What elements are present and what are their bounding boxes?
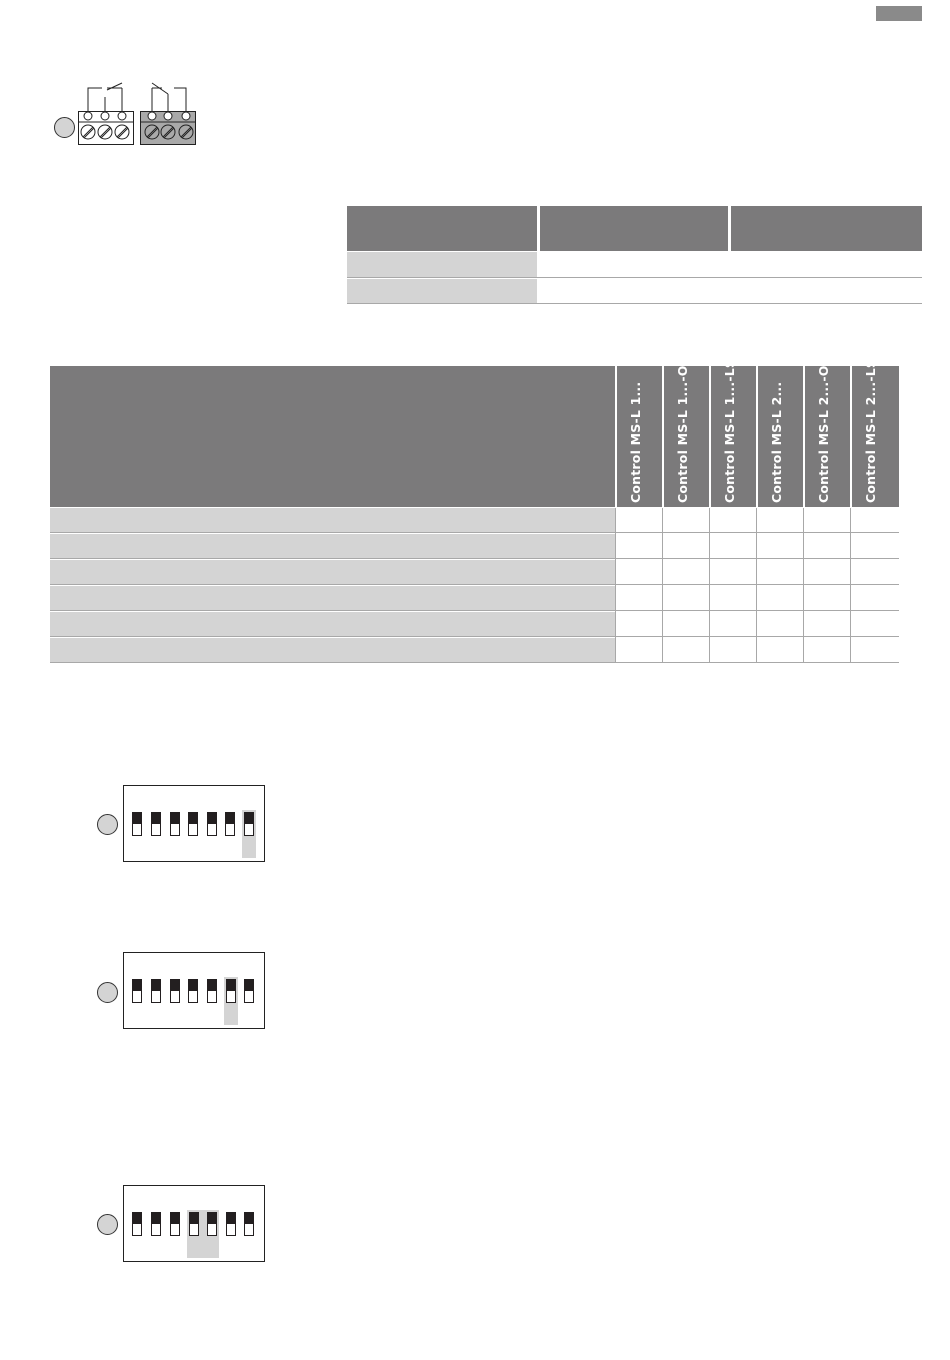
small-table-row-1-label — [347, 252, 537, 277]
callout-circle — [54, 117, 75, 138]
callout-circle — [97, 982, 118, 1003]
table-row — [50, 612, 615, 636]
col-header-ms-l1-o: Control MS-L 1...-O — [675, 365, 690, 503]
col-header-ms-l2-ls: Control MS-L 2...-LS — [863, 358, 878, 503]
table-row — [50, 638, 615, 662]
table-row — [50, 508, 615, 532]
page-tab — [876, 6, 922, 21]
small-table-header — [347, 206, 922, 251]
dip-switch-3 — [123, 1185, 265, 1262]
dip-switch-2 — [123, 952, 265, 1029]
table-row — [50, 560, 615, 584]
small-table-row-1-value — [540, 252, 922, 277]
col-header-ms-l2: Control MS-L 2... — [769, 381, 784, 503]
compat-table — [50, 358, 900, 664]
small-table — [347, 206, 922, 304]
callout-circle — [97, 1214, 118, 1235]
small-table-row-2-label — [347, 279, 537, 303]
col-header-ms-l2-o: Control MS-L 2...-O — [816, 365, 831, 503]
table-row — [50, 534, 615, 558]
col-header-ms-l1: Control MS-L 1... — [628, 381, 643, 503]
table-row — [50, 586, 615, 610]
callout-circle — [97, 814, 118, 835]
relay-terminal-diagram — [76, 82, 198, 146]
small-table-row-2-value — [540, 279, 922, 303]
dip-switch-1 — [123, 785, 265, 862]
col-header-ms-l1-ls: Control MS-L 1...-LS — [722, 358, 737, 503]
